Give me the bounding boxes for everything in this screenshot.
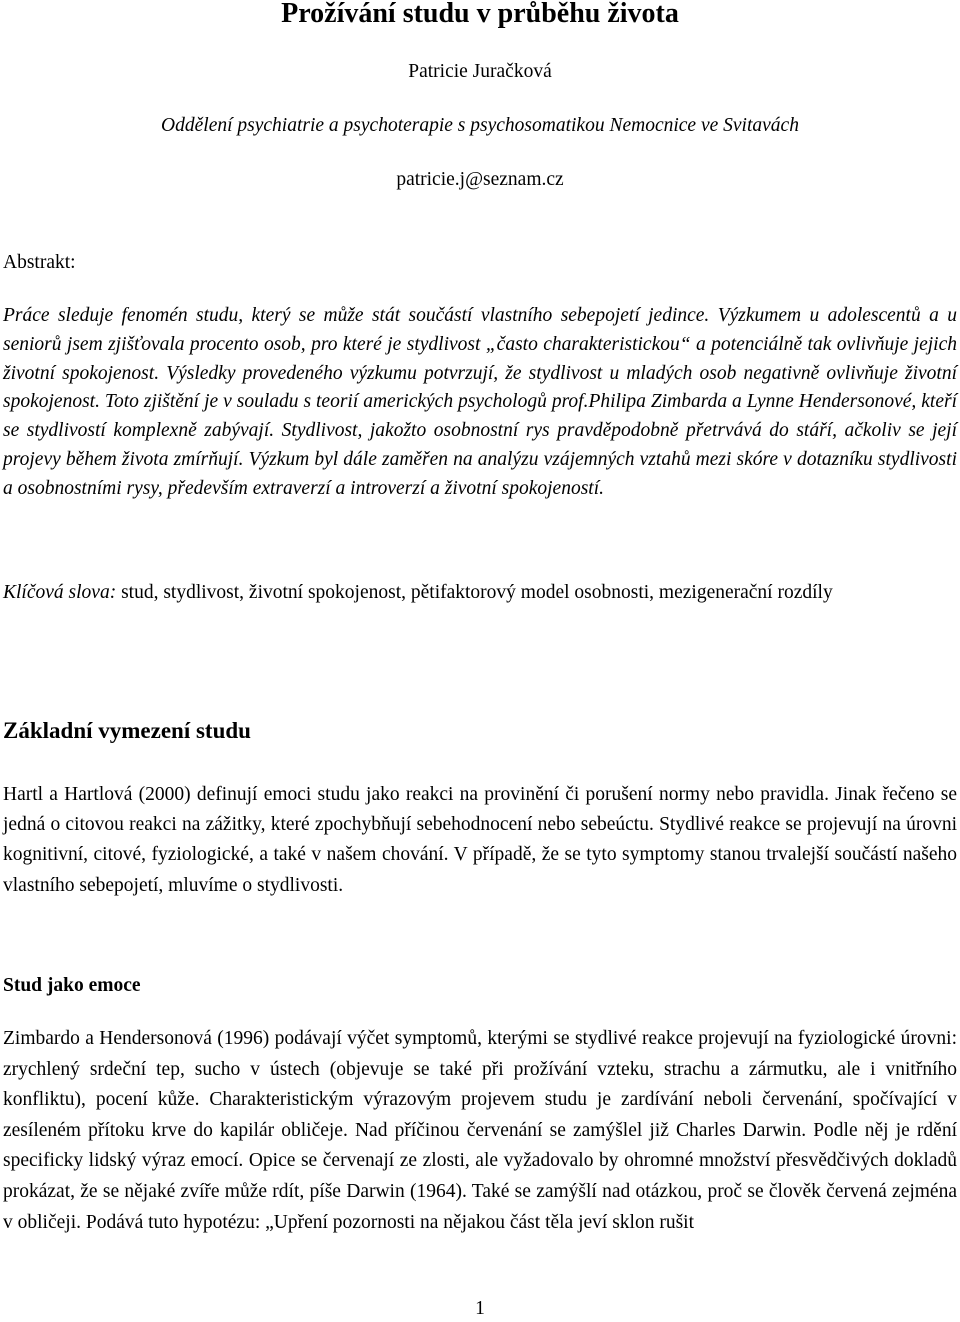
- section-heading-basic-definition: Základní vymezení studu: [3, 718, 251, 743]
- author-name: Patricie Juračková: [408, 61, 552, 82]
- section-heading-shame-as-emotion: Stud jako emoce: [3, 975, 141, 996]
- author-affiliation: Oddělení psychiatrie a psychoterapie s psychosomatikou Nemocnice ve Svitavách: [161, 115, 799, 136]
- page-number: 1: [475, 1298, 485, 1319]
- paper-title: Prožívání studu v průběhu života: [281, 0, 679, 29]
- abstract-text: Práce sleduje fenomén studu, který se může stát součástí vlastního sebepojetí jedince. Výzkumem u adolescentů a u seniorů jsem zjišťovala procento osob, pro které je stydlivost „často charakteristickou“ a potenciálně tak ovlivňuje jejich životní spokojenost. Výsledky provedeného výzkumu potvrzují, že stydlivost u mladých osob negativně ovlivňuje životní spokojenost. Toto zjištění je v souladu s teorií amerických psychologů prof.Philipa Zimbarda a Lynne Hendersonové, kteří se stydlivostí komplexně zabývají. Stydlivost, jakožto osobnostní rys pravděpodobně přetrvává do stáří, ačkoliv se její projevy během života zmírňují. Výzkum byl dále zaměřen na analýzu vzájemných vztahů mezi skóre v dotazníku stydlivosti a osobnostními rysy, především extraverzí a introverzí a životní spokojeností.: [3, 305, 957, 499]
- abstract-label: Abstrakt:: [3, 252, 76, 273]
- section-paragraph-shame-as-emotion: Zimbardo a Hendersonová (1996) podávají výčet symptomů, kterými se stydlivé reakce projevují na fyziologické úrovni: zrychlený srdeční tep, sucho v ústech (objevuje se také při prožívání vzteku, strachu a zármutku, ale i vnitřního konfliktu), pocení kůže. Charakteristickým výrazovým projevem studu je zardívání neboli červenání, spočívající v zesíleném přítoku krve do kapilár obličeje. Nad příčinou červenání se zamýšlel již Charles Darwin. Podle něj je rdění specificky lidský výraz emocí. Opice se červenají ze zlosti, ale vyžadovalo by ohromné množství přesvědčivých dokladů prokázat, že se nějaké zvíře může rdít, píše Darwin (1964). Také se zamýšlí nad otázkou, proč se člověk červená zejména v obličeji. Podává tuto hypotézu: „Upření pozornosti na nějakou část těla jeví sklon rušit: [3, 1028, 957, 1233]
- keywords-text: stud, stydlivost, životní spokojenost, pětifaktorový model osobnosti, mezigenerační rozdíly: [116, 582, 833, 603]
- author-email: patricie.j@seznam.cz: [396, 169, 564, 190]
- keywords-label: Klíčová slova:: [3, 582, 117, 603]
- section-paragraph-basic-definition: Hartl a Hartlová (2000) definují emoci studu jako reakci na provinění či porušení normy nebo pravidla. Jinak řečeno se jedná o citovou reakci na zážitky, které zpochybňují sebehodnocení nebo sebeúctu. Stydlivé reakce se projevují na úrovni kognitivní, citové, fyziologické, a také v našem chování. V případě, že se tyto symptomy stanou trvalejší součástí našeho vlastního sebepojetí, mluvíme o stydlivosti.: [3, 784, 957, 896]
- keywords-paragraph: [3, 578, 957, 607]
